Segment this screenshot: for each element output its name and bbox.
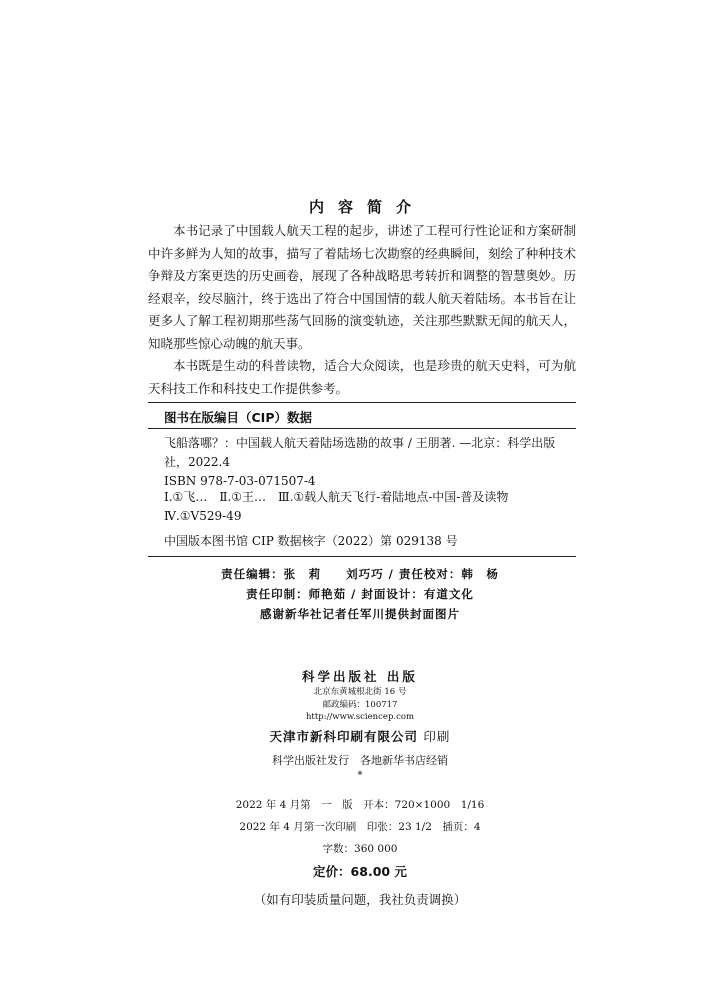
printer-name: 天津市新科印刷有限公司 xyxy=(269,728,419,744)
word-count: 字数：360 000 xyxy=(322,842,398,855)
cip-record-block xyxy=(164,434,574,491)
publisher-website: http://www.sciencep.com xyxy=(305,712,415,722)
cip-heading-rule xyxy=(148,428,576,429)
credits-production: 责任印制：师艳茹 / 封面设计：有道文化 xyxy=(246,587,474,601)
credits xyxy=(0,564,720,624)
separator-star: * xyxy=(357,769,363,781)
distribution: 科学出版社发行 各地新华书店经销 xyxy=(272,753,448,767)
price: 定价：68.00 元 xyxy=(313,863,407,879)
intro-paragraph-2: 本书既是生动的科普读物，适合大众阅读，也是珍贵的航天史料，可为航天科技工作和科技史工作提供参考。 xyxy=(148,358,576,396)
cip-isbn: ISBN 978-7-03-071507-4 xyxy=(164,474,316,488)
cip-record: 飞船落哪？：中国载人航天着陆场选勘的故事 / 王朋著. —北京：科学出版社，2022.4 xyxy=(164,436,556,469)
quality-note: （如有印装质量问题，我社负责调换） xyxy=(253,891,467,907)
publisher-line xyxy=(0,668,720,686)
printing-info: 2022 年 4 月第一次印刷 印张：23 1/2 插页：4 xyxy=(239,820,481,833)
cip-bottom-rule xyxy=(148,556,576,557)
intro-paragraph-1: 本书记录了中国载人航天工程的起步，讲述了工程可行性论证和方案研制中许多鲜为人知的故事，描写了着陆场七次勘察的经典瞬间，刻绘了种种技术争辩及方案更迭的历史画卷，展现了各种战略思考转折和调整的智慧奥妙。历经艰辛，绞尽脑汁，终于选出了符合中国国情的载人航天着陆场。本书旨在让更多人了解工程初期那些荡气回肠的演变轨迹，关注那些默默无闻的航天人，知晓那些惊心动魄的航天事。 xyxy=(148,223,576,351)
publisher-name-suffix: 出版 xyxy=(386,669,418,684)
intro-title: 内容简介 xyxy=(308,198,425,216)
publisher-block xyxy=(0,668,720,912)
intro-body xyxy=(148,220,576,400)
publisher-name: 科学出版社 xyxy=(302,669,380,684)
publisher-postcode: 邮政编码：100717 xyxy=(322,699,398,710)
edition-info: 2022 年 4 月第 一 版 开本：720×1000 1/16 xyxy=(235,798,485,811)
cip-heading: 图书在版编目（CIP）数据 xyxy=(164,410,312,425)
cip-top-rule xyxy=(148,402,576,403)
printer-suffix: 印刷 xyxy=(423,728,451,744)
publisher-address: 北京东黄城根北街 16 号 xyxy=(313,687,407,697)
cip-subjects: Ⅰ.①飞… Ⅱ.①王… Ⅲ.①载人航天飞行-着陆地点-中国-普及读物 Ⅳ.①V529-49 xyxy=(164,490,521,523)
printer-line xyxy=(0,726,720,748)
cip-approval: 中国版本图书馆 CIP 数据核字（2022）第 029138 号 xyxy=(164,534,458,548)
credits-editors: 责任编辑：张 莉 刘巧巧 / 责任校对：韩 杨 xyxy=(221,567,499,581)
credits-cover-photo: 感谢新华社记者任军川提供封面图片 xyxy=(260,607,460,621)
